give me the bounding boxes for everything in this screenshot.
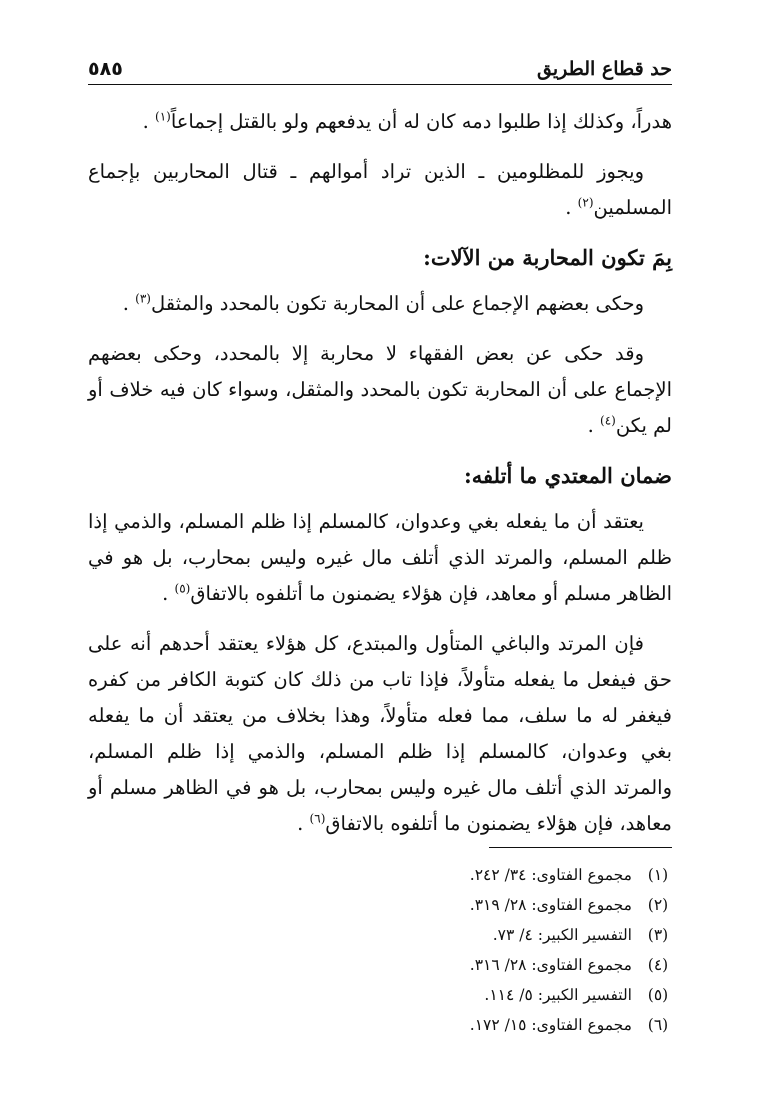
paragraph-end: . [565, 196, 572, 219]
paragraph [88, 104, 672, 140]
paragraph [88, 504, 672, 612]
footnote-item [252, 1010, 672, 1040]
paragraph-text: ويجوز للمظلومين ـ الذين تراد أموالهم ـ قتال المحاربين بإجماع المسلمين [88, 160, 672, 219]
chapter-title: حد قطاع الطريق [536, 58, 672, 80]
footnote-divider [489, 847, 672, 848]
footnote-text: مجموع الفتاوى: ١٥/ ١٧٢. [469, 1016, 632, 1034]
footnote-text: التفسير الكبير: ٥/ ١١٤. [484, 986, 632, 1004]
paragraph-end: . [162, 582, 169, 605]
footnote-ref[interactable]: (٢) [577, 195, 594, 210]
paragraph-text: وحكى بعضهم الإجماع على أن المحاربة تكون بالمحدد والمثقل [150, 292, 644, 315]
paragraph [88, 286, 672, 322]
paragraph-end: . [122, 292, 129, 315]
section-heading: ضمان المعتدي ما أتلفه: [464, 463, 672, 488]
footnote-ref[interactable]: (٥) [174, 581, 191, 596]
footnote-number: (٤) [647, 956, 669, 974]
page-number: ٥٨٥ [88, 58, 123, 80]
footnote-text: مجموع الفتاوى: ٣٤/ ٢٤٢. [469, 866, 632, 884]
footnote-item [252, 860, 672, 890]
footnote-ref[interactable]: (٦) [309, 811, 326, 826]
paragraph [88, 626, 672, 842]
footnote-ref[interactable]: (١) [155, 109, 171, 124]
footnote-number: (٦) [647, 1016, 669, 1034]
paragraph-end: . [142, 110, 149, 133]
footnote-text: مجموع الفتاوى: ٢٨/ ٣١٩. [469, 896, 632, 914]
footnote-item [252, 920, 672, 950]
paragraph [88, 154, 672, 226]
footnote-ref[interactable]: (٤) [600, 413, 616, 428]
paragraph [88, 336, 672, 444]
running-header [88, 48, 672, 85]
footnote-ref[interactable]: (٣) [135, 291, 151, 306]
footnote-text: مجموع الفتاوى: ٢٨/ ٣١٦. [469, 956, 632, 974]
paragraph-text: وقد حكى عن بعض الفقهاء لا محاربة إلا بالمحدد، وحكى بعضهم الإجماع على أن المحاربة تكون بالمحدد والمثقل، وسواء كان فيه خلاف أو لم يكن [88, 342, 672, 437]
footnote-number: (٣) [647, 926, 669, 944]
paragraph-end: . [297, 812, 304, 835]
paragraph-text: فإن المرتد والباغي المتأول والمبتدع، كل هؤلاء يعتقد أحدهم أنه على حق فيفعل ما يفعله متأولاً، فإذا تاب من ذلك كان كتوبة الكافر من كفره فيغفر له ما سلف، مما فعله متأولاً، وهذا بخلاف من يعتقد أن ما يفعله بغي وعدوان، كالمسلم إذا ظلم المسلم، والذمي إذا ظلم المسلم، والمرتد الذي أتلف مال غيره وليس بمحارب، بل هو في الظاهر مسلم أو معاهد، فإن هؤلاء يضمنون ما أتلفوه بالاتفاق [88, 632, 672, 835]
footnote-item [252, 950, 672, 980]
footnote-item [252, 980, 672, 1010]
footnote-number: (١) [647, 866, 669, 884]
main-text [88, 104, 672, 856]
footnote-number: (٢) [647, 896, 669, 914]
footnote-number: (٥) [647, 986, 669, 1004]
paragraph-text: يعتقد أن ما يفعله بغي وعدوان، كالمسلم إذا ظلم المسلم، والذمي إذا ظلم المسلم، والمرتد الذي أتلف مال غيره وليس بمحارب، بل هو في الظاهر مسلم أو معاهد، فإن هؤلاء يضمنون ما أتلفوه بالاتفاق [88, 510, 672, 605]
footnote-text: التفسير الكبير: ٤/ ٧٣. [492, 926, 632, 944]
paragraph-text: هدراً، وكذلك إذا طلبوا دمه كان له أن يدفعهم ولو بالقتل إجماعاً [170, 110, 672, 133]
footnotes-list [252, 860, 672, 1040]
paragraph-end: . [587, 414, 594, 437]
footnote-item [252, 890, 672, 920]
section-heading: بِمَ تكون المحاربة من الآلات: [423, 245, 672, 270]
